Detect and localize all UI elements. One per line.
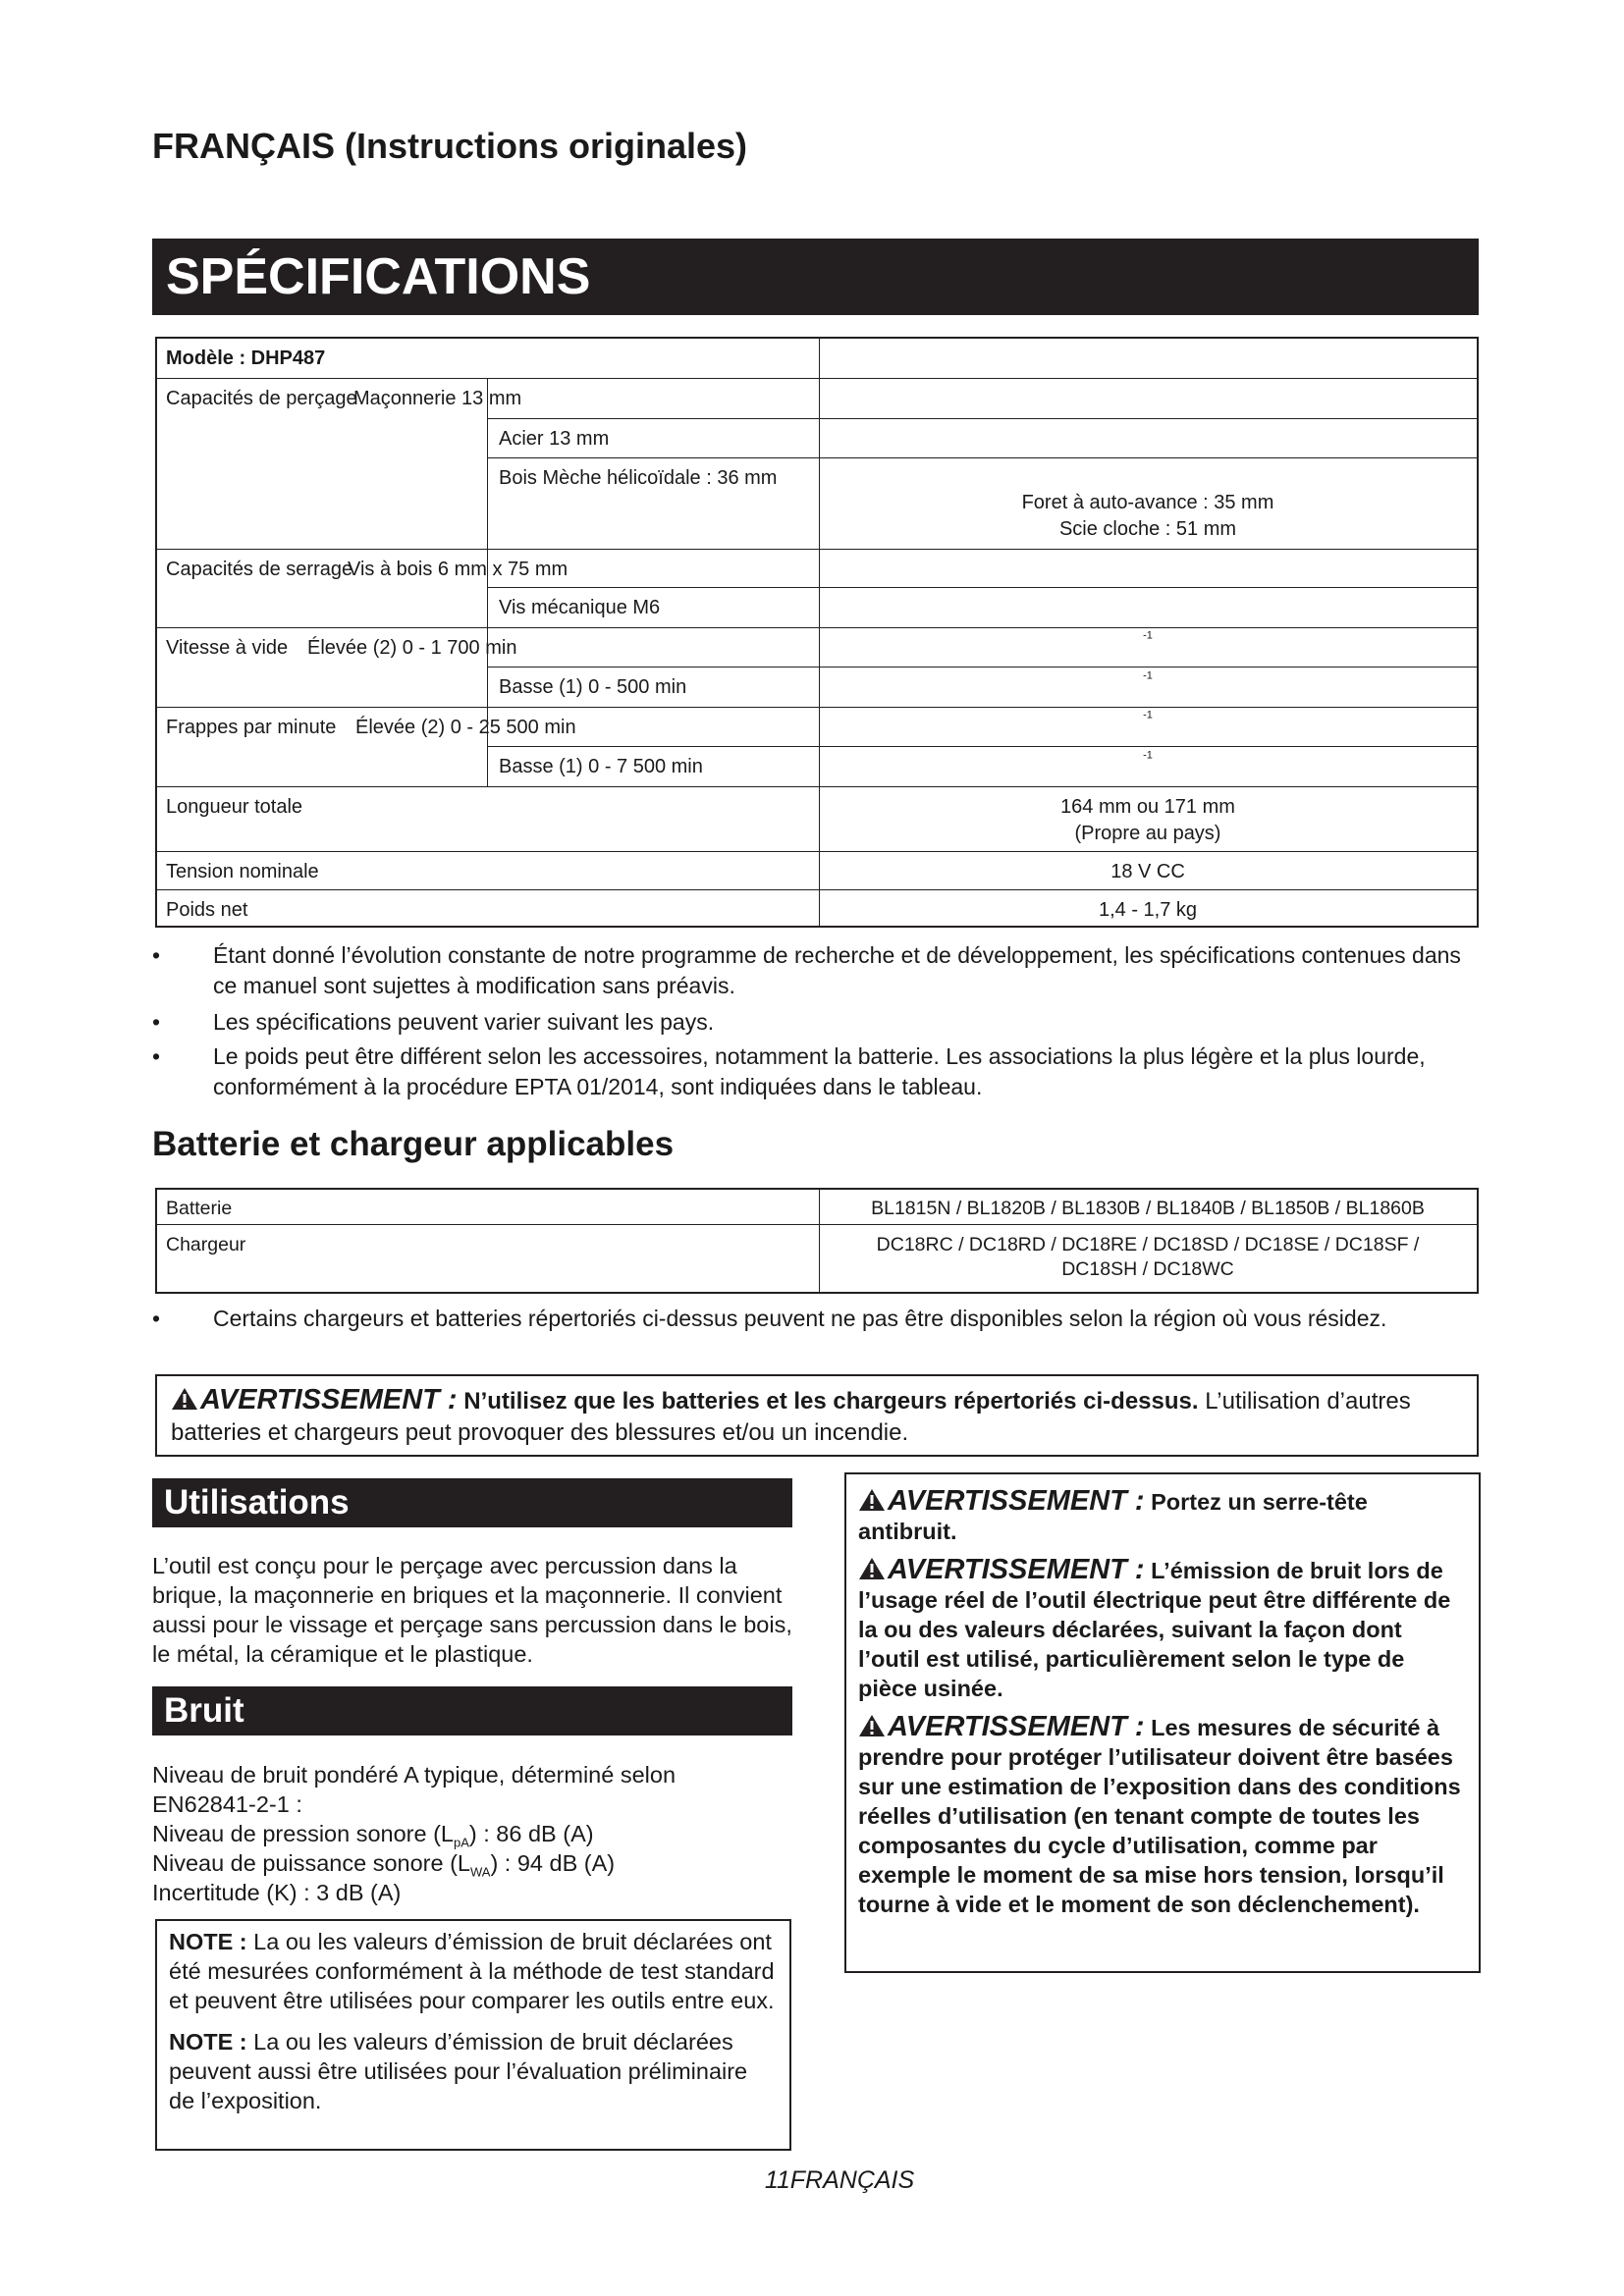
noise-warning-1: AVERTISSEMENT : Portez un serre-tête antibruit. [858,1485,1368,1544]
uncertainty: Incertitude (K) : 3 dB (A) [152,1880,402,1905]
rated-voltage-label: Tension nominale [166,861,319,882]
rated-voltage-value: 18 V CC [1110,861,1185,882]
bruit-line: Niveau de bruit pondéré A typique, déterminé selon [152,1762,677,1788]
model-label: Modèle : DHP487 [166,347,326,369]
drill-masonry: Maçonnerie 13 mm [353,388,522,409]
fastening-capacity-label: Capacités de serrage [166,559,353,580]
battery-label: Batterie [166,1198,233,1219]
battery-models: BL1815N / BL1820B / BL1830B / BL1840B / BL1850B / BL1860B [871,1198,1425,1219]
warning-triangle-icon [858,1488,886,1512]
bpm-high: Élevée (2) 0 - 25 500 min [355,717,576,738]
spec-bullet: • Les spécifications peuvent varier suivant les pays. [152,1009,715,1035]
warning-triangle-icon [171,1387,198,1411]
bpm-high-unit-sup: -1 [1143,709,1153,721]
battery-charger-heading: Batterie et chargeur applicables [152,1125,675,1163]
net-weight-label: Poids net [166,899,248,921]
drill-wood-hole-saw: Scie cloche : 51 mm [1058,518,1237,540]
wood-screw: Vis à bois 6 mm x 75 mm [348,559,568,580]
bpm-low: Basse (1) 0 - 7 500 min [499,756,703,777]
noise-warnings-box [844,1472,1481,1973]
noise-note-1: NOTE : La ou les valeurs d’émission de bruit déclarées ont été mesurées conformément à la méthode de test standard et peuvent être utilisées pour comparer les outils entre eux. [169,1929,775,2013]
spec-bullet: • Étant donné l’évolution constante de notre programme de recherche et de développement, les spécifications contenues dans ce manuel sont sujettes à modification sans préavis. [152,942,1461,998]
battery-charger-table [155,1188,1479,1294]
noise-warning-3: AVERTISSEMENT : Les mesures de sécurité à prendre pour protéger l’utilisateur doivent être basées sur une estimation de l’exposition dans des conditions réelles d’utilisation (en tenant compte de toutes les composantes du cycle d’utilisation, comme par exemple le moment de sa mise hors tension, lorsqu’il tourne à vide et le moment de son déclenchement). [858,1711,1461,1917]
sound-power-level: Niveau de puissance sonore $(L_{WA})$ : 94 dB (A) [152,1850,616,1880]
bruit-standard: EN62841-2-1 : [152,1791,302,1817]
speed-low-unit-sup: -1 [1143,669,1153,682]
noise-note-2: NOTE : La ou les valeurs d’émission de bruit déclarées peuvent aussi être utilisées pour l’évaluation préliminaire de l’exposition. [169,2029,748,2113]
machine-screw: Vis mécanique M6 [499,597,661,618]
page-language-title: FRANÇAIS (Instructions originales) [152,126,748,166]
specifications-table [155,337,1479,928]
no-load-speed-label: Vitesse à vide [166,637,289,659]
speed-high: Élevée (2) 0 - 1 700 min [307,637,517,659]
utilisations-text: L’outil est conçu pour le perçage avec percussion dans la brique, la maçonnerie en briques et la maçonnerie. Il convient aussi pour le vissage et perçage sans percussion dans le bois, le métal, la céramique et le plastique. [152,1553,792,1667]
warning-label: AVERTISSEMENT : [200,1384,458,1415]
warning-bold-text: N’utilisez que les batteries et les chargeurs répertoriés ci-dessus. [463,1388,1199,1415]
battery-note-bullet: • Certains chargeurs et batteries répertoriés ci-dessus peuvent ne pas être disponibles selon la région où vous résidez. [152,1306,1387,1331]
charger-models-line1: DC18RC / DC18RD / DC18RE / DC18SD / DC18SE / DC18SF / [876,1234,1420,1255]
utilisations-heading: Utilisations [152,1478,792,1527]
drill-wood-self-feed: Foret à auto-avance : 35 mm [1021,492,1274,513]
overall-length-value: 164 mm ou 171 mm [1060,796,1235,818]
warning-triangle-icon [858,1714,886,1737]
overall-length-label: Longueur totale [166,796,303,818]
noise-note-box [155,1919,791,2151]
overall-length-note: (Propre au pays) [1074,823,1221,844]
charger-label: Chargeur [166,1234,246,1255]
speed-high-unit-sup: -1 [1143,629,1153,642]
battery-warning-box [155,1374,1479,1457]
warning-text: L’utilisation d’autres batteries et chargeurs peut provoquer des blessures et/ou un incendie. [171,1388,1411,1446]
bpm-low-unit-sup: -1 [1143,749,1153,762]
drill-steel: Acier 13 mm [499,428,610,450]
bruit-text [152,1760,800,1907]
sound-pressure-level: Niveau de pression sonore $(L_{pA})$ : 86 dB (A) [152,1821,594,1850]
net-weight-value: 1,4 - 1,7 kg [1098,899,1198,921]
spec-bullet: • Le poids peut être différent selon les accessoires, notamment la batterie. Les associations la plus légère et la plus lourde, conformément à la procédure EPTA 01/2014, sont indiquées dans le tableau. [152,1043,1426,1099]
speed-low: Basse (1) 0 - 500 min [499,676,687,698]
page-number: 11FRANÇAIS [764,2166,915,2194]
drill-capacity-label: Capacités de perçage [166,388,357,409]
bruit-heading: Bruit [152,1686,792,1735]
specifications-heading: SPÉCIFICATIONS [152,239,1479,315]
blows-per-minute-label: Frappes par minute [166,717,337,738]
warning-triangle-icon [858,1557,886,1580]
noise-warning-2: AVERTISSEMENT : L’émission de bruit lors de l’usage réel de l’outil électrique peut être différente de la ou des valeurs déclarées, suivant la façon dont l’outil est utilisé, particulièrement selon le type de pièce usinée. [858,1554,1451,1701]
charger-models-line2: DC18SH / DC18WC [1061,1258,1234,1280]
drill-wood: Bois Mèche hélicoïdale : 36 mm [499,467,778,489]
